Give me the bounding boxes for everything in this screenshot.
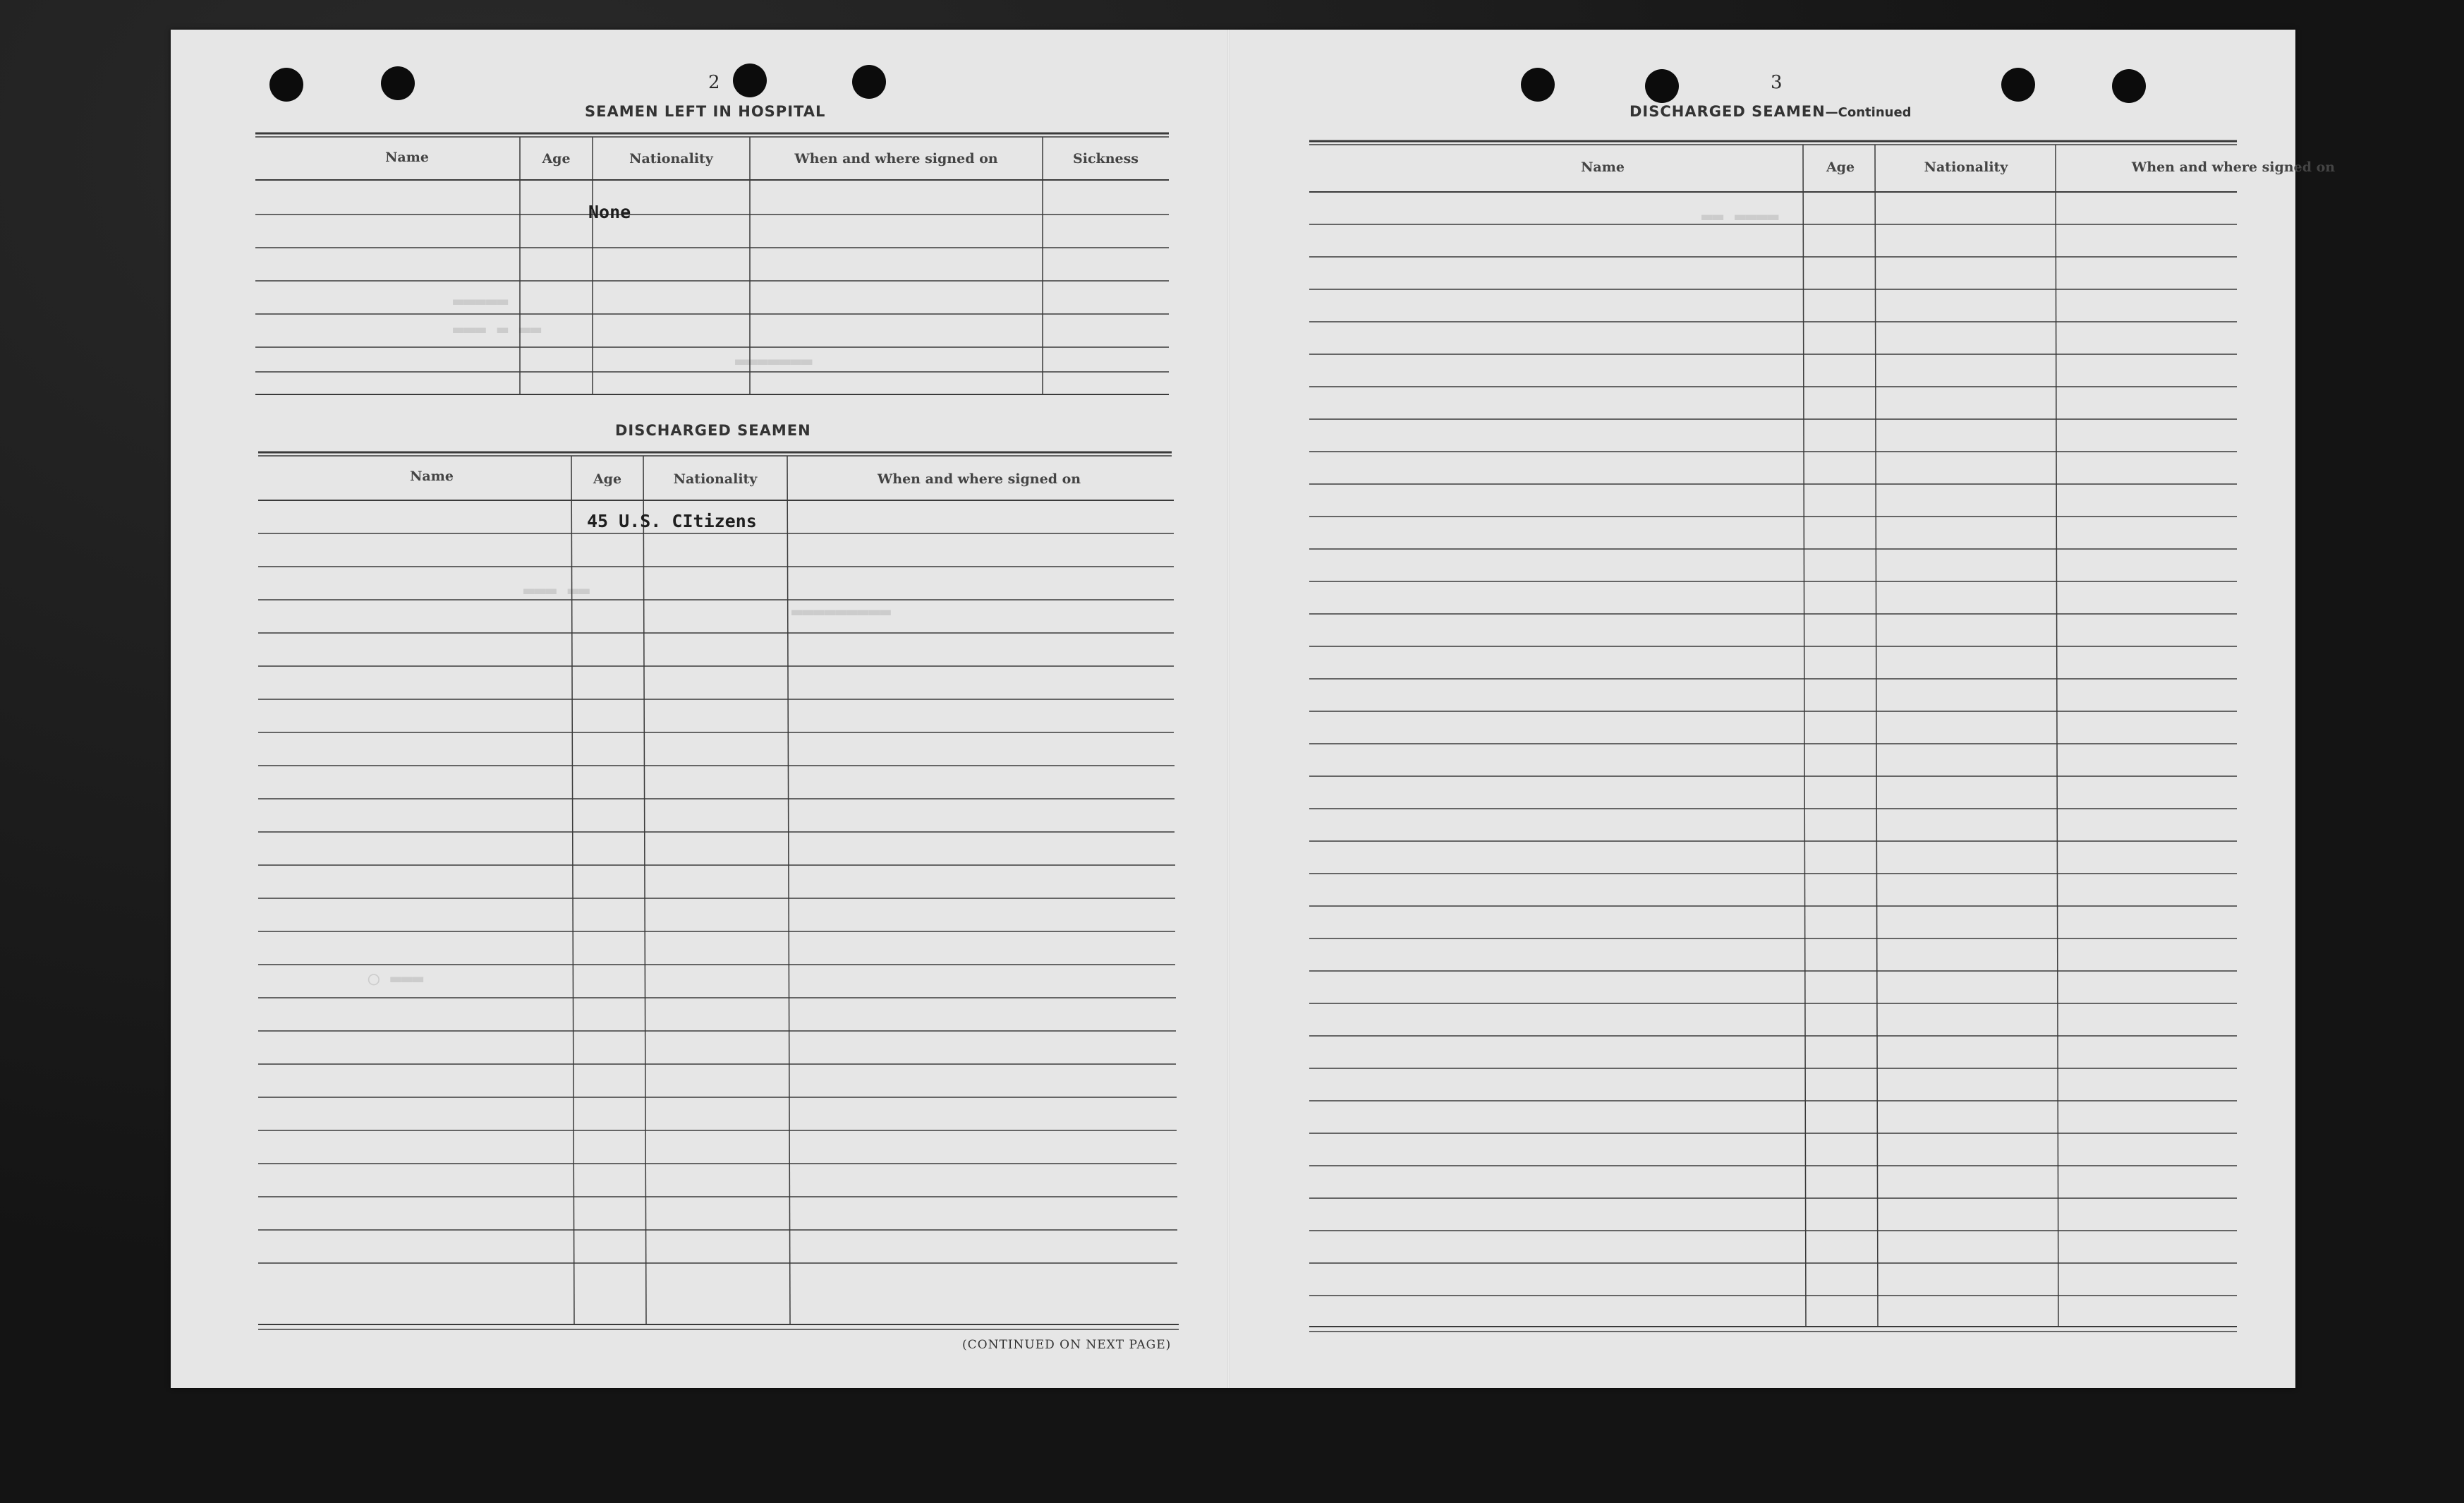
discharged-section-title: DISCHARGED SEAMEN bbox=[615, 422, 811, 439]
title-continued: —Continued bbox=[1825, 105, 1912, 120]
bleed-through: ▬▬▬ ▬ ▬▬ bbox=[453, 319, 542, 340]
bleed-through: ▬▬▬▬▬▬▬ bbox=[735, 351, 813, 372]
punch-hole bbox=[733, 64, 767, 97]
column-header-name: Name bbox=[1581, 159, 1625, 175]
column-header-nationality: Nationality bbox=[629, 151, 713, 167]
punch-hole bbox=[852, 65, 886, 99]
column-header-sickness: Sickness bbox=[1073, 151, 1139, 167]
hospital-section-title: SEAMEN LEFT IN HOSPITAL bbox=[585, 103, 826, 120]
bleed-through: ◯ ▬▬▬ bbox=[368, 968, 424, 989]
discharged-continued-title bbox=[1629, 103, 1912, 120]
punch-hole bbox=[381, 66, 415, 100]
punch-hole bbox=[1645, 69, 1679, 103]
column-header-name: Name bbox=[385, 150, 429, 165]
bleed-through: ▬▬▬ ▬▬ bbox=[523, 580, 590, 601]
bleed-through: ▬▬▬▬▬▬▬▬▬ bbox=[791, 601, 891, 622]
column-header-age: Age bbox=[1826, 159, 1855, 175]
hospital-entry: None bbox=[588, 202, 631, 222]
page-number: 3 bbox=[1771, 72, 1783, 93]
column-header-age: Age bbox=[593, 471, 622, 487]
discharged-continued-table bbox=[1309, 140, 2247, 1353]
punch-hole bbox=[2001, 68, 2035, 102]
hospital-table bbox=[255, 132, 1342, 442]
discharged-entry: 45 U.S. CItizens bbox=[587, 511, 757, 531]
discharged-table bbox=[258, 451, 1182, 1368]
column-header-name: Name bbox=[410, 469, 454, 484]
page-number: 2 bbox=[708, 72, 721, 93]
column-header-signed-on: When and where signed on bbox=[2131, 159, 2336, 175]
discharged-table-rules bbox=[258, 451, 1182, 1368]
discharged-continued-table-rules bbox=[1309, 140, 2247, 1353]
punch-hole bbox=[269, 68, 303, 102]
punch-hole bbox=[1521, 68, 1555, 102]
column-header-signed-on: When and where signed on bbox=[794, 151, 998, 167]
column-header-nationality: Nationality bbox=[673, 471, 758, 487]
bleed-through: ▬▬ ▬▬▬▬ bbox=[1701, 206, 1779, 227]
column-header-nationality: Nationality bbox=[1924, 159, 2008, 175]
bleed-through: ▬▬▬▬▬ bbox=[453, 291, 509, 312]
punch-hole bbox=[2112, 69, 2146, 103]
document-sheet bbox=[171, 30, 2336, 1388]
title-main: DISCHARGED SEAMEN bbox=[1629, 103, 1826, 120]
continued-note: (CONTINUED ON NEXT PAGE) bbox=[962, 1338, 1172, 1352]
hospital-table-rules bbox=[255, 132, 1342, 442]
column-header-signed-on: When and where signed on bbox=[877, 471, 1081, 487]
column-header-age: Age bbox=[542, 151, 571, 167]
